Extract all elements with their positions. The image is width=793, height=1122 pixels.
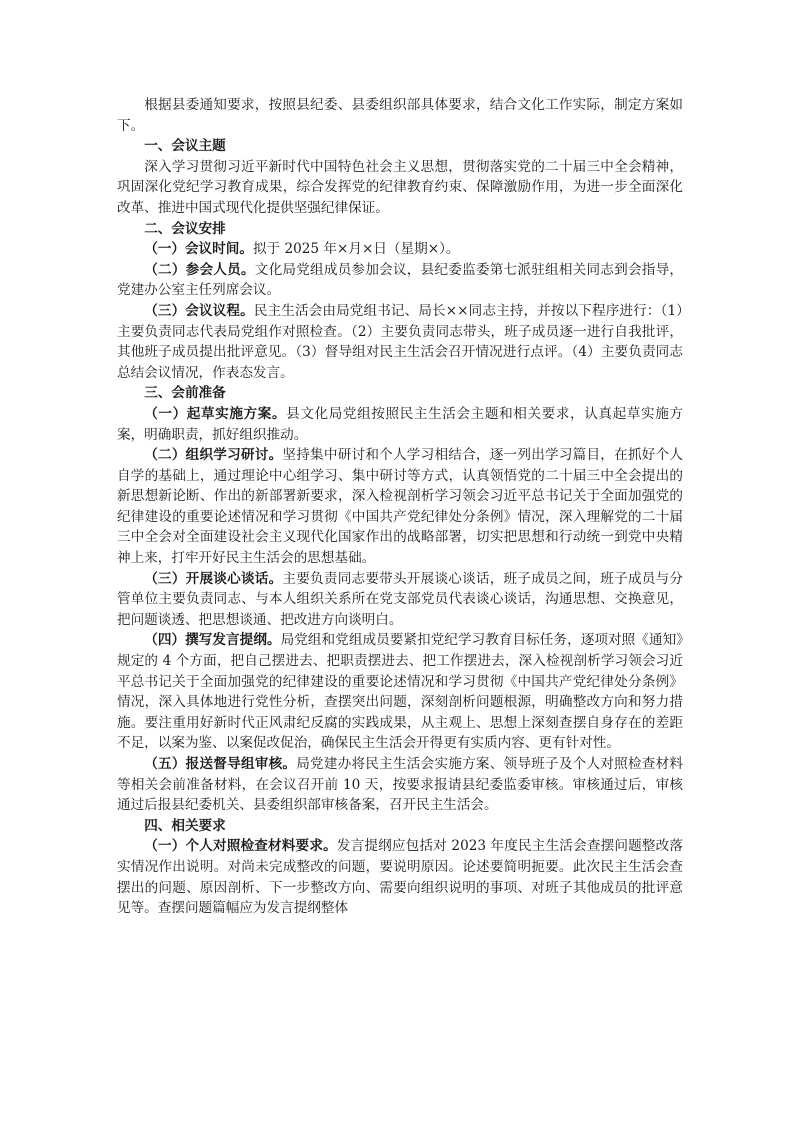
item-text: 拟于 2025 年×月×日（星期×）。 [252, 241, 460, 258]
theme-paragraph: 深入学习贯彻习近平新时代中国特色社会主义思想，贯彻落实党的二十届三中全会精神，巩固深化党纪学习教育成果，综合发挥党的纪律教育约束、保障激励作用，为进一步全面深化改革、推进中国式现代化提供坚强纪律保证。 [117, 158, 683, 216]
arrangement-item-time [117, 239, 683, 260]
intro-paragraph: 根据县委通知要求，按照县纪委、县委组织部具体要求，结合文化工作实际，制定方案如下。 [117, 97, 683, 134]
item-text: 发言提纲应包括对 2023 年度民主生活会查摆问题整改落实情况作出说明。对尚未完成整改的问题，要说明原因。论述要简明扼要。此次民主生活会查摆出的问题、原因剖析、下一步整改方向、需要向组织说明的事项、对班子其他成员的批评意见等。查摆问题篇幅应为发言提纲整体 [117, 838, 683, 917]
item-lead: （一）个人对照检查材料要求。 [144, 838, 337, 855]
section-heading-theme: 一、会议主题 [144, 138, 226, 155]
preparation-item-review [117, 754, 683, 816]
preparation-item-talks [117, 569, 683, 631]
item-lead: （一）起草实施方案。 [144, 405, 287, 422]
preparation-item-study [117, 445, 683, 569]
item-text: 民主生活会由局党组书记、局长××同志主持，并按以下程序进行：（1）主要负责同志代表局党组作对照检查。（2）主要负责同志带头，班子成员逐一进行自我批评，其他班子成员提出批评意见。（3）督导组对民主生活会召开情况进行点评。（4）主要负责同志总结会议情况，作表态发言。 [117, 302, 684, 381]
item-text: 县文化局党组按照民主生活会主题和相关要求，认真起草实施方案，明确职责，抓好组织推动。 [117, 405, 683, 443]
item-lead: （二）参会人员。 [144, 261, 255, 278]
item-lead: （二）组织学习研讨。 [144, 447, 283, 464]
item-text: 主要负责同志要带头开展谈心谈话，班子成员之间，班子成员与分管单位主要负责同志、与本人组织关系所在党支部党员代表谈心谈话，沟通思想、交换意见，把问题谈透、把思想谈通、把改进方向谈明白。 [117, 570, 684, 628]
requirements-item-materials [117, 836, 683, 918]
item-lead: （四）撰写发言提纲。 [144, 632, 281, 649]
arrangement-item-agenda [117, 301, 683, 383]
item-lead: （三）开展谈心谈话。 [144, 570, 283, 587]
preparation-item-outline [117, 630, 683, 754]
document-page [117, 95, 683, 919]
item-lead: （五）报送督导组审核。 [144, 756, 297, 772]
item-text: 局党建办将民主生活会实施方案、领导班子及个人对照检查材料等相关会前准备材料，在会议召开前 10 天，按要求报请县纪委监委审核。审核通过后，审核通过后报县纪委机关、县委组织部审核备案，召开民主生活会。 [117, 756, 684, 814]
section-heading-preparation: 三、会前准备 [144, 385, 226, 402]
preparation-item-plan [117, 404, 683, 445]
item-text: 局党组和党组成员要紧扣党纪学习教育目标任务，逐项对照《通知》规定的 4 个方面，把自己摆进去、把职责摆进去、把工作摆进去，深入检视剖析学习领会习近平总书记关于全面加强党的纪律建设的重要论述情况和学习贯彻《中国共产党纪律处分条例》情况，深入具体地进行党性分析，查摆突出问题，深刻剖析问题根源，明确整改方向和努力措施。要注重用好新时代正风肃纪反腐的实践成果，从主观上、思想上深刻查摆自身存在的差距不足，以案为鉴、以案促改促治，确保民主生活会开得更有实质内容、更有针对性。 [117, 632, 684, 752]
item-lead: （一）会议时间。 [144, 241, 253, 258]
section-heading-requirements: 四、相关要求 [144, 817, 226, 834]
item-text: 坚持集中研讨和个人学习相结合，逐一列出学习篇目，在抓好个人自学的基础上，通过理论中心组学习、集中研讨等方式，认真领悟党的二十届三中全会提出的新思想新论断、作出的新部署新要求，深入检视剖析学习领会习近平总书记关于全面加强党的纪律建设的重要论述情况和学习贯彻《中国共产党纪律处分条例》情况，深入理解党的二十届三中全会对全面建设社会主义现代化国家作出的战略部署，切实把思想和行动统一到党中央精神上来，打牢开好民主生活会的思想基础。 [117, 447, 684, 567]
item-lead: （三）会议议程。 [144, 302, 254, 319]
section-heading-arrangement: 二、会议安排 [144, 220, 226, 237]
item-text: 文化局党组成员参加会议，县纪委监委第七派驻组相关同志到会指导，党建办公室主任列席会议。 [117, 261, 684, 299]
arrangement-item-attendees [117, 260, 683, 301]
